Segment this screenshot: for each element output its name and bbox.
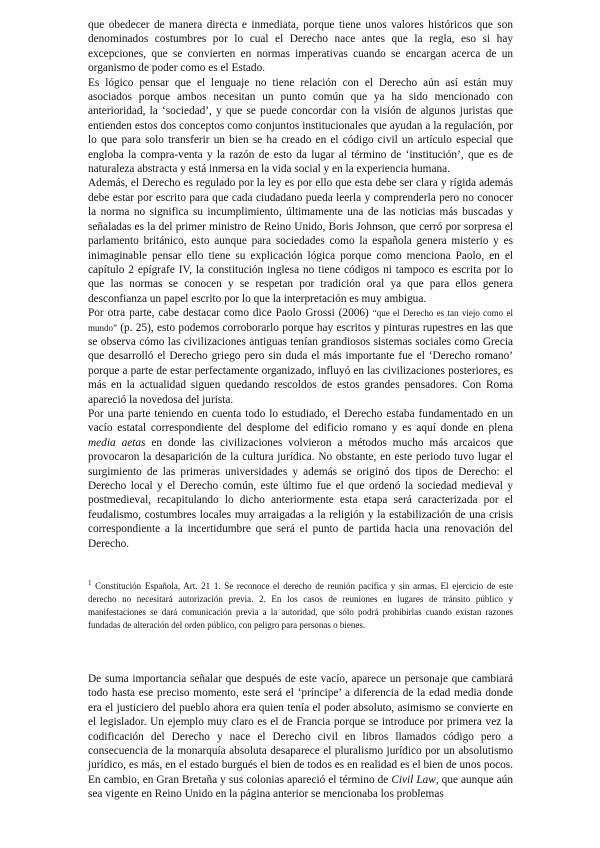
document-page	[88, 18, 513, 802]
paragraph-5-text-b: en donde las civilizaciones volvieron a métodos mucho más arcaicos que provocaron la desaparición de la cultura jurídica. No obstante, en este periodo tuvo lugar el surgimiento de las primeras universidades y además se originó dos tipos de Derecho: el Derecho local y el Derecho común, este último fue el que ordenó la sociedad medieval y postmedieval, recapitulando lo dicho anteriormente esta etapa será caracterizada por el feudalismo, costumbres locales muy arraigadas a la religión y la estabilización de una crisis correspondiente a la incertidumbre que será el punto de partida hacia una renovación del Derecho.	[88, 436, 513, 550]
paragraph-6-text-a: De suma importancia señalar que después de este vacío, aparece un personaje que cambiará todo hasta ese preciso momento, este será el ‘príncipe’ a diferencia de la edad media donde era el justiciero del pueblo ahora era quien tenía el poder absoluto, asimismo se convierte en el legislador. Un ejemplo muy claro es el de Francia porque se introduce por primera vez la codificación del Derecho y nace el Derecho civil en libros llamados código pero a consecuencia de la monarquía absoluta desaparece el pluralismo jurídico por un absolutismo jurídico, es más, en el estado burgués el bien de todos es en realidad es el bien de unos pocos. En cambio, en Gran Bretaña y sus colonias apareció el término de	[88, 673, 513, 786]
civil-law: Civil Law	[391, 773, 436, 786]
paragraph-5	[88, 407, 513, 551]
paragraph-2: Es lógico pensar que el lenguaje no tiene relación con el Derecho aún así están muy asociados porque ambos necesitan un punto común que ya ha sido mencionado con anterioridad, la ‘sociedad’, y que se puede concordar con la visión de algunos juristas que entienden estos dos conceptos como conjuntos institucionales que ayudan a la regulación, por lo que para solo transferir un bien se ha creado en el código civil un artículo especial que engloba la compra-venta y la razón de esto da lugar al término de ‘institución’, que es de naturaleza abstracta y está inmersa en la vida social y en la experiencia humana.	[88, 76, 513, 176]
paragraph-4-text-b: (p. 25), esto podemos corroborarlo porque hay escritos y pinturas rupestres en las que se observa cómo las civilizaciones antiguas tenían grandiosos sistemas sociales como Grecia que desarrolló el Derecho griego pero sin duda el más importante fue el ‘Derecho romano’ porque a parte de estar perfectamente organizado, influyó en las civilizaciones posteriores, es más en la actualidad siguen quedando rescoldos de estos grandes pensadores. Con Roma apareció la novedosa del jurista.	[88, 321, 513, 406]
media-aetas: media aetas	[88, 436, 146, 449]
footnote-text: Constitución Española, Art. 21 1. Se reconoce el derecho de reunión pacífica y sin armas. El ejercicio de este derecho no necesitará autorización previa. 2. En los casos de reuniones en lugares de tránsito público y manifestaciones se dará comunicación previa a la autoridad, que sólo podrá prohibirlas cuando existan razones fundadas de alteración del orden público, con peligro para personas o bienes.	[88, 581, 513, 631]
paragraph-4	[88, 306, 513, 407]
page-break-gap	[88, 632, 513, 672]
grossi-quote: “que el Derecho es tan viejo como el mundo”	[88, 308, 513, 333]
paragraph-1: que obedecer de manera directa e inmediata, porque tiene unos valores históricos que son denominados costumbres por lo cual el Derecho nace antes que la regla, eso si hay excepciones, que se convierten en normas imperativas cuando se encargan acerca de un organismo de poder como es el Estado.	[88, 19, 513, 75]
paragraph-4-text-a: Por otra parte, cabe destacar como dice Paolo Grossi (2006)	[88, 307, 373, 320]
footnote	[88, 577, 513, 632]
paragraph-5-text-a: Por una parte teniendo en cuenta todo lo estudiado, el Derecho estaba fundamentado en un vacío estatal correspondiente del desplome del edificio romano y es aquí donde en plena	[88, 407, 513, 435]
footnote-mark: 1	[88, 579, 92, 588]
footnote-spacer	[88, 551, 513, 577]
paragraph-6-text-b: , que aunque aún sea vigente en Reino Unido en la página anterior se mencionaba los problemas	[88, 773, 513, 801]
paragraph-6	[88, 672, 513, 802]
paragraph-3: Además, el Derecho es regulado por la ley es por ello que esta debe ser clara y rígida además debe estar por escrito para que cada ciudadano pueda leerla y comprenderla pero no conocer la norma no significa su incumplimiento, últimamente una de las noticias más buscadas y señaladas es la del primer ministro de Reino Unido, Boris Johnson, que cerró por sorpresa el parlamento británico, esto aunque para sociedades como la española genera misterio y es inimaginable pensar ello tiene su explicación lógica porque como menciona Paolo, en el capítulo 2 epígrafe IV, la constitución inglesa no tiene códigos ni tampoco es escrita por lo que las normas se conocen y se respetan por tradición oral ya que para ellos genera desconfianza un papel escrito por lo que la interpretación es muy ambigua.	[88, 177, 513, 305]
